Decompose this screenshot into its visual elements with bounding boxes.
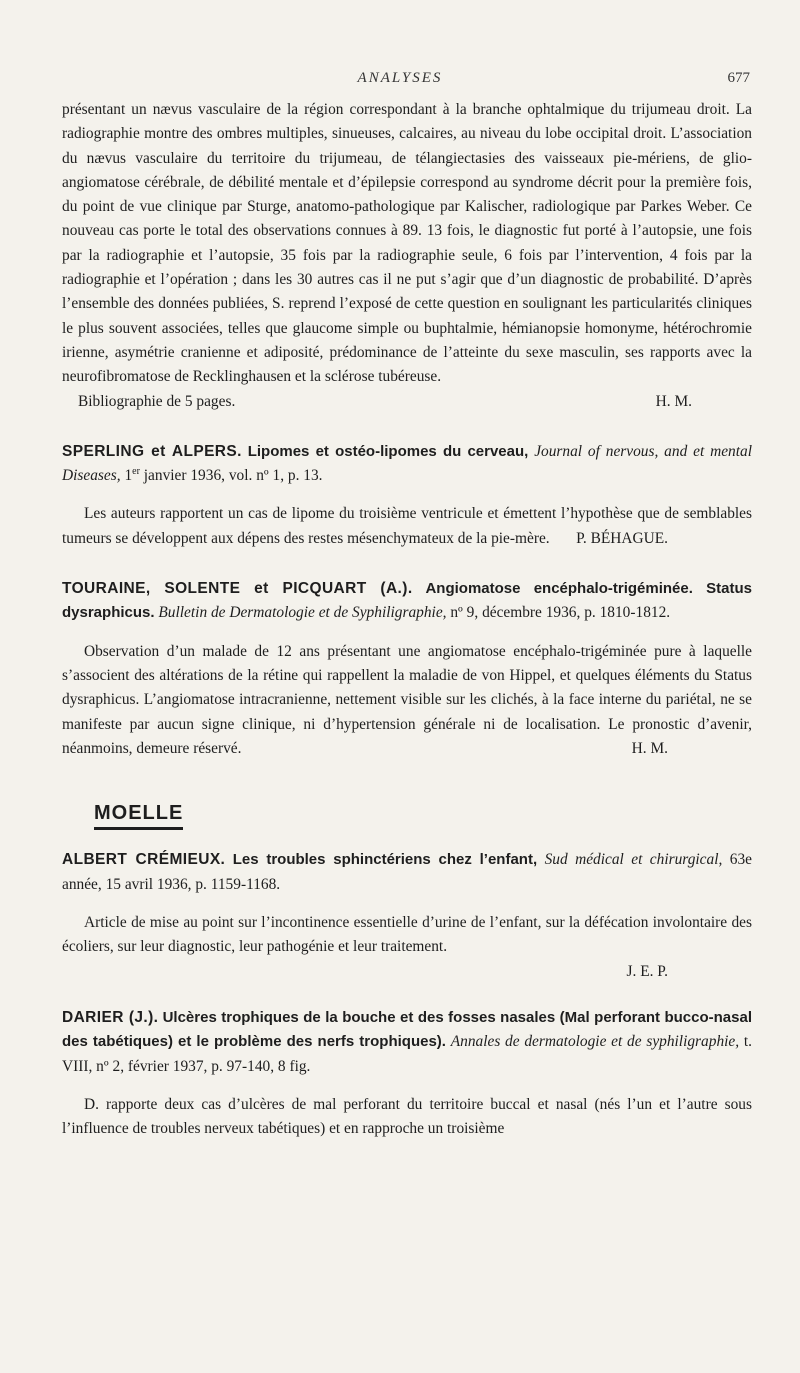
signature: P. BÉHAGUE. bbox=[576, 529, 668, 547]
signature: H. M. bbox=[631, 739, 668, 757]
entry-abstract-text: Les auteurs rapportent un cas de lipome du troisième ventricule et émettent l’hypothèse que de semblables tumeurs se développent aux dépens des restes mésenchymateux de la pie-mère. bbox=[62, 505, 752, 547]
signature: H. M. bbox=[655, 392, 692, 410]
entry-citation: nº 9, décembre 1936, p. 1810-1812. bbox=[450, 604, 671, 622]
entry-abstract: Article de mise au point sur l’incontinence essentielle d’urine de l’enfant, sur la défécation involontaire des écoliers, sur leur diagnostic, leur pathogénie et leur traitement. bbox=[62, 914, 752, 956]
entry-title: Angiomatose encéphalo-trigéminée. Status dysraphicus. bbox=[62, 580, 752, 622]
entry-title: Les troubles sphinctériens chez l’enfant, bbox=[232, 851, 538, 869]
entry-journal: Journal of nervous, and et mental Diseases, bbox=[62, 442, 752, 485]
entry-authors: ALBERT CRÉMIEUX. bbox=[62, 851, 226, 869]
entry-abstract bbox=[62, 502, 752, 551]
page-content bbox=[62, 98, 752, 1141]
entry-journal: Bulletin de Dermatologie et de Syphiligraphie, bbox=[158, 604, 447, 622]
entry-citation: 63e année, 15 avril 1936, p. 1159-1168. bbox=[62, 851, 752, 893]
entry-journal: Annales de dermatologie et de syphiligraphie, bbox=[450, 1033, 740, 1051]
entry-abstract-text: Observation d’un malade de 12 ans présentant une angiomatose encéphalo-trigéminée pure à laquelle s’associent des altérations de la rétine qui rappellent la maladie de von Hippel, et quelques éléments du Status dysraphicus. L’angiomatose intracranienne, nettement visible sur les clichés, à la face interne du pariétal, ne se manifeste par aucun signe clinique, ni d’hypertension générale ni de localisation. Le pronostic d’avenir, néanmoins, demeure réservé. bbox=[62, 642, 752, 757]
review-entry bbox=[62, 440, 752, 551]
continued-abstract: présentant un nævus vasculaire de la région correspondant à la branche ophtalmique du trijumeau droit. La radiographie montre des ombres multiples, sinueuses, calcaires, au niveau du lobe occipital droit. L’association du nævus vasculaire du territoire du trijumeau, de télangiectasies des vaisseaux pie-mériens, de glio-angiomatose cérébrale, de débilité mentale et d’épilepsie correspond au syndrome décrit pour la première fois, du point de vue clinique par Sturge, anatomo-pathologique par Kalischer, radiologique par Parkes Weber. Ce nouveau cas porte le total des observations connues à 89. 13 fois, le diagnostic fut porté à l’autopsie, une fois par la radiographie et l’autopsie, 35 fois par la radiographie seule, 6 fois par l’intervention, 4 fois par la radiographie et l’opération ; dans les 30 autres cas il ne put s’agir que d’un diagnostic de probabilité. D’après l’ensemble des données publiées, S. reprend l’exposé de cette question en soulignant les particularités cliniques le plus souvent associées, telles que glaucome simple ou buphtalmie, hémianopsie homonyme, hétérochromie irienne, asymétrie cranienne et adiposité, prédominance de l’atteinte du sexe masculin, ses rapports avec la neurofibromatose de Recklinghausen et la sclérose tubéreuse. bbox=[62, 101, 752, 386]
bibliography-line bbox=[62, 390, 752, 414]
entry-citation: janvier 1936, vol. nº 1, p. 13. bbox=[143, 467, 323, 485]
entry-title: Lipomes et ostéo-lipomes du cerveau, bbox=[247, 442, 529, 460]
entry-authors: SPERLING et ALPERS. bbox=[62, 442, 242, 460]
page-number: 677 bbox=[727, 70, 750, 86]
entry-authors: DARIER (J.). bbox=[62, 1008, 159, 1026]
entry-day: 1 bbox=[124, 467, 133, 485]
entry-abstract bbox=[62, 640, 752, 761]
review-entry bbox=[62, 1006, 752, 1141]
review-entry bbox=[62, 577, 752, 761]
bibliography-note: Bibliographie de 5 pages. bbox=[78, 392, 236, 410]
running-head bbox=[0, 70, 800, 94]
running-title: ANALYSES bbox=[357, 70, 443, 86]
section-title: MOELLE bbox=[94, 801, 183, 830]
entry-reference bbox=[62, 577, 752, 626]
entry-reference bbox=[62, 848, 752, 897]
entry-journal: Sud médical et chirurgical, bbox=[544, 851, 723, 869]
section-heading bbox=[62, 801, 752, 830]
entry-citation: t. VIII, nº 2, février 1937, p. 97-140, 8 fig. bbox=[62, 1033, 752, 1075]
entry-title: Ulcères trophiques de la bouche et des fosses nasales (Mal perforant bucco-nasal des tabétiques) et le problème des nerfs trophiques). bbox=[62, 1008, 752, 1051]
entry-day-sup: er bbox=[132, 466, 140, 478]
entry-abstract: D. rapporte deux cas d’ulcères de mal perforant du territoire buccal et nasal (nés l’un et l’autre sous l’influence de troubles nerveux tabétiques) et en rapproche un troisième bbox=[62, 1095, 752, 1138]
entry-authors: TOURAINE, SOLENTE et PICQUART (A.). bbox=[62, 580, 413, 598]
entry-reference bbox=[62, 440, 752, 489]
entry-reference bbox=[62, 1006, 752, 1079]
signature: J. E. P. bbox=[626, 962, 668, 980]
review-entry bbox=[62, 848, 752, 983]
